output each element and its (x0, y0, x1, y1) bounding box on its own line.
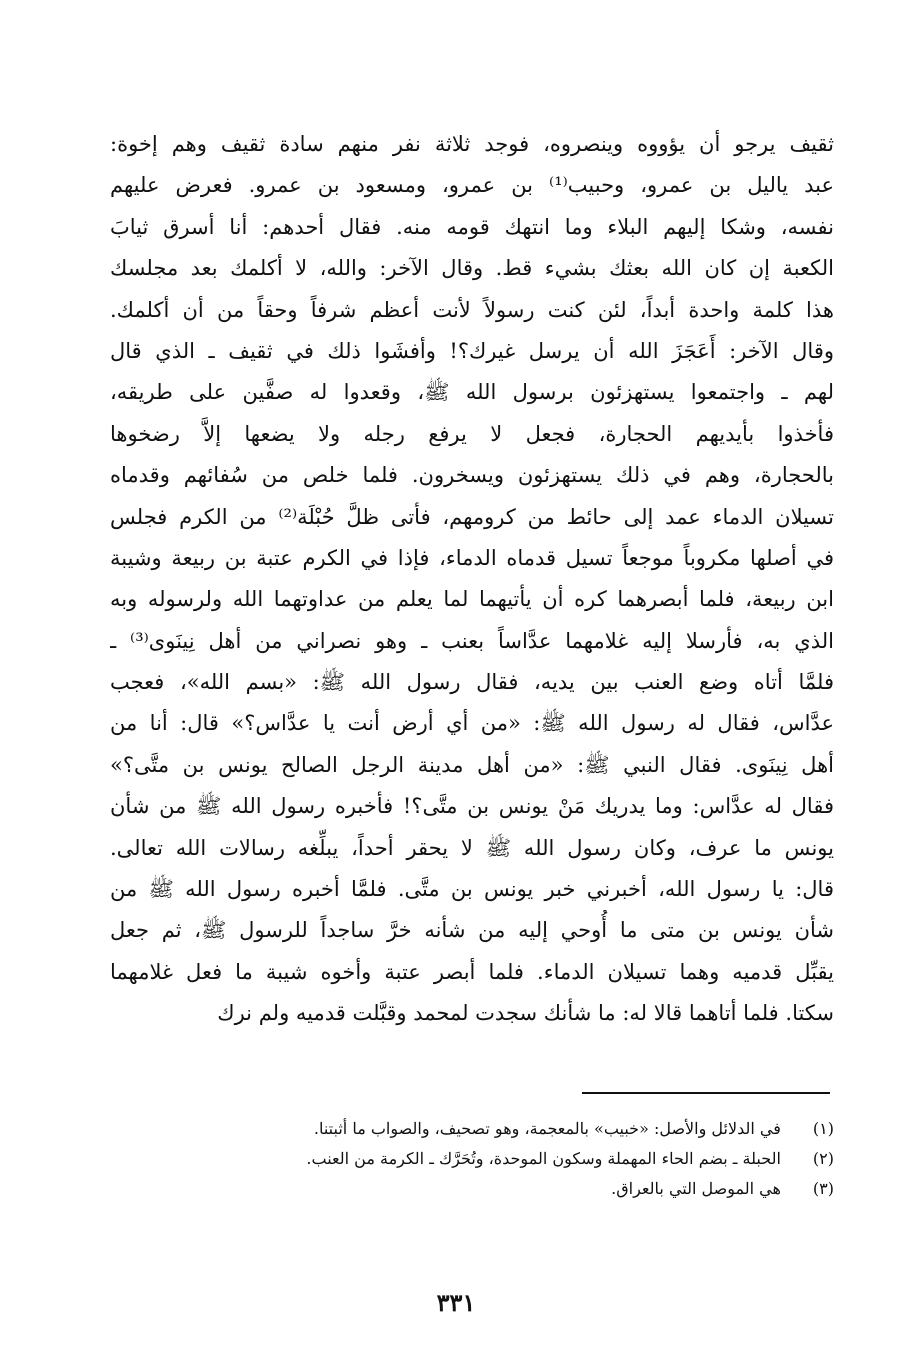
text-line: فأخذوا بأيديهم الحجارة، فجعل لا يرفع رجله ولا يضعها إلاَّ رضخوها (110, 421, 834, 446)
text-line: قال: يا رسول الله، أخبرني خبر يونس بن متَّى. فلمَّا أخبره رسول الله ﷺ من (110, 877, 834, 902)
footnote-text: في الدلائل والأصل: «خبيب» بالمعجمة، وهو تصحيف، والصواب ما أثبتنا. (313, 1119, 781, 1138)
text-line: تسيلان الدماء عمد إلى حائط من كرومهم، فأتى ظلَّ حُبْلَة⁽²⁾ من الكرم فجلس (110, 504, 834, 529)
text-line: الذي به، فأرسلا إليه غلامهما عدَّاساً بعنب ـ وهو نصراني من أهل نِينَوى⁽³⁾ ـ (110, 628, 834, 653)
footnote-text: هي الموصل التي بالعراق. (611, 1179, 781, 1198)
footnote-separator (582, 1092, 830, 1094)
text-line: بالحجارة، وهم في ذلك يستهزئون ويسخرون. فلما خلص من سُفائهم وقدماه (110, 463, 834, 488)
footnote (110, 1144, 834, 1174)
footnote-number: (٢) (812, 1149, 834, 1168)
text-line: في أصلها مكروباً موجعاً تسيل قدماه الدماء، فإذا في الكرم عتبة بن ربيعة وشيبة (110, 545, 834, 570)
main-text (110, 124, 834, 1035)
text-line: ثقيف يرجو أن يؤووه وينصروه، فوجد ثلاثة نفر منهم سادة ثقيف وهم إخوة: (110, 132, 834, 156)
text-line: الكعبة إن كان الله بعثك بشيء قط. وقال الآخر: والله، لا أكلمك بعد مجلسك (110, 256, 834, 281)
text-line: نفسه، وشكا إليهم البلاء وما انتهك قومه منه. فقال أحدهم: أنا أسرق ثيابَ (110, 214, 834, 239)
text-line: ابن ربيعة، فلما أبصرهما كره أن يأتيهما لما يعلم من عداوتهما الله ولرسوله وبه (110, 587, 834, 612)
text-line: فلمَّا أتاه وضع العنب بين يديه، فقال رسول الله ﷺ: «بسم الله»، فعجب (110, 670, 834, 695)
page-number: ٣٣١ (436, 1288, 476, 1317)
text-line: يقبِّل قدميه وهما تسيلان الدماء. فلما أبصر عتبة وأخوه شيبة ما فعل غلامهما (110, 959, 834, 984)
footnote-number: (٣) (812, 1179, 834, 1198)
footnote (110, 1174, 834, 1204)
footnote-text: الحبلة ـ بضم الحاء المهملة وسكون الموحدة، وتُحَرَّك ـ الكرمة من العنب. (306, 1149, 781, 1168)
text-line: يونس ما عرف، وكان رسول الله ﷺ لا يحقر أحداً، يبلِّغه رسالات الله تعالى. (110, 835, 834, 860)
text-line: لهم ـ واجتمعوا يستهزئون برسول الله ﷺ، وقعدوا له صفَّين على طريقه، (110, 380, 834, 405)
text-line: عدَّاس، فقال له رسول الله ﷺ: «من أي أرض أنت يا عدَّاس؟» قال: أنا من (110, 711, 834, 736)
text-line: عبد ياليل بن عمرو، وحبيب⁽¹⁾ بن عمرو، ومسعود بن عمرو. فعرض عليهم (110, 173, 834, 198)
text-line: أهل نِينَوى. فقال النبي ﷺ: «من أهل مدينة الرجل الصالح يونس بن متَّى؟» (110, 752, 834, 777)
footnote (110, 1114, 834, 1144)
footnotes (110, 1114, 834, 1204)
text-line: وقال الآخر: أَعَجَزَ الله أن يرسل غيرك؟! وأفشَوا ذلك في ثقيف ـ الذي قال (110, 338, 834, 363)
footnote-number: (١) (812, 1119, 834, 1138)
text-line: هذا كلمة واحدة أبداً، لئن كنت رسولاً لأنت أعظم شرفاً وحقاً من أن أكلمك. (110, 297, 834, 322)
text-line: سكتا. فلما أتاهما قالا له: ما شأنك سجدت لمحمد وقبَّلت قدميه ولم نرك (217, 1001, 834, 1026)
text-line: فقال له عدَّاس: وما يدريك مَنْ يونس بن متَّى؟! فأخبره رسول الله ﷺ من شأن (110, 794, 834, 819)
text-line: شأن يونس بن متى ما أُوحي إليه من شأنه خرَّ ساجداً للرسول ﷺ، ثم جعل (110, 918, 834, 943)
